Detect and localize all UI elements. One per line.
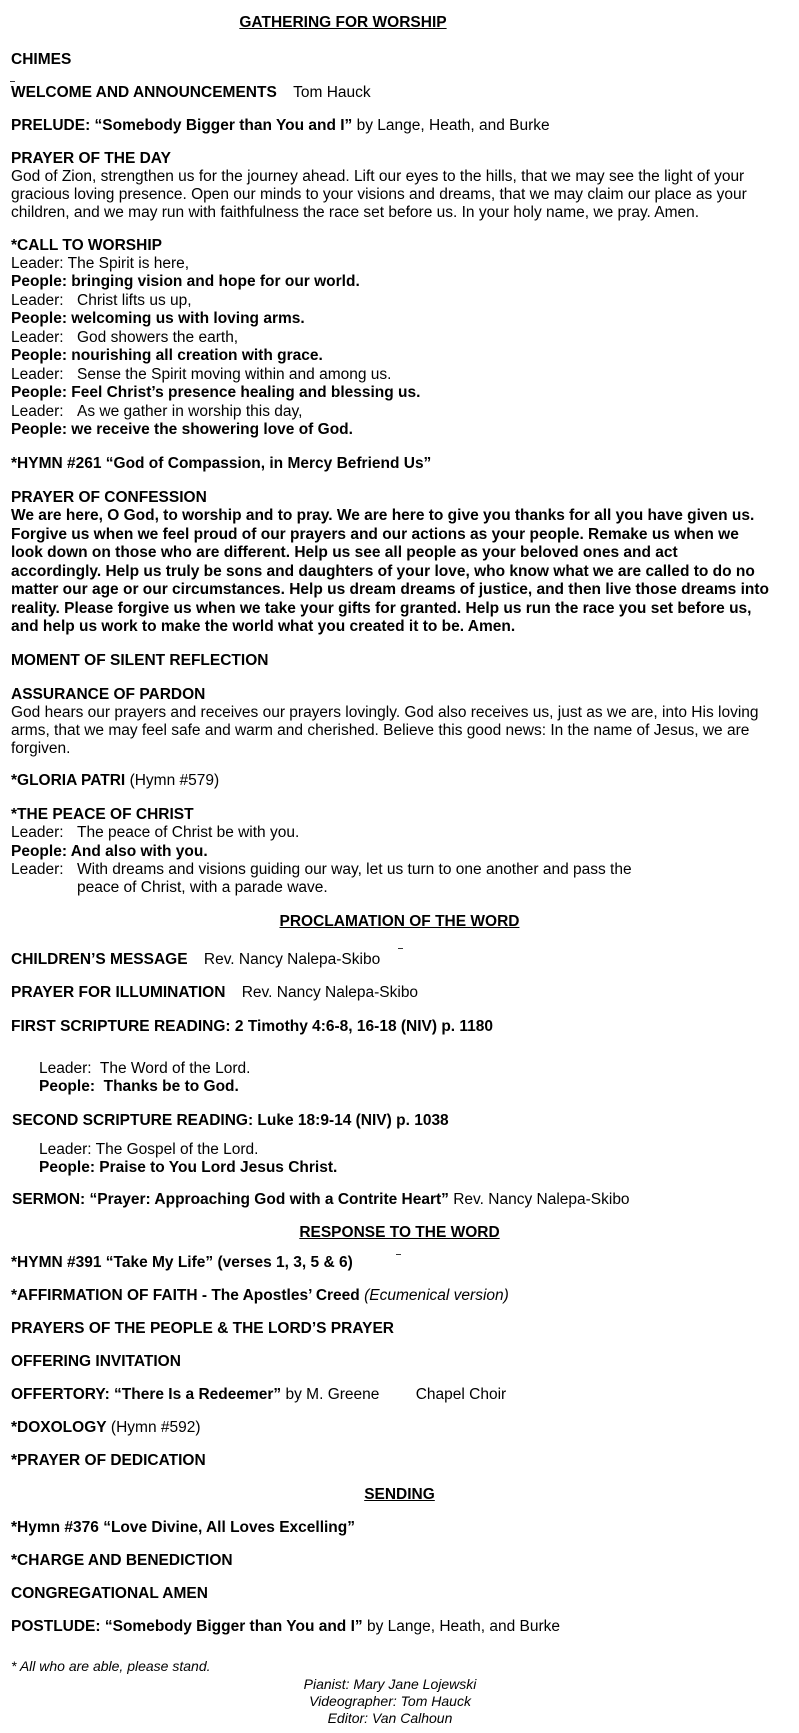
confession-line: look down on those who are different. Help us see all people as your beloved ones and act (11, 544, 678, 561)
charge-and-benediction: *CHARGE AND BENEDICTION (11, 1552, 233, 1569)
illumination-line (11, 984, 418, 1003)
call-line: People: we receive the showering love of God. (11, 421, 353, 438)
welcome-line (11, 84, 371, 103)
doxology-ref: (Hymn #592) (110, 1419, 201, 1436)
stand-note: * All who are able, please stand. (11, 1658, 211, 1674)
hymn-391: *HYMN #391 “Take My Life” (verses 1, 3, 5 & 6) (11, 1254, 353, 1271)
pardon-line: forgiven. (11, 740, 71, 757)
peace-line: peace of Christ, with a parade wave. (77, 879, 328, 896)
peace-line: People: And also with you. (11, 843, 208, 860)
welcome-person: Tom Hauck (293, 84, 371, 101)
confession-label: PRAYER OF CONFESSION (11, 489, 207, 506)
first-reading-response: Leader: The Word of the Lord. (39, 1060, 251, 1077)
section-heading-gathering: GATHERING FOR WORSHIP (239, 14, 447, 31)
offertory-label: OFFERTORY: “There Is a Redeemer” (11, 1386, 282, 1403)
prayer-day-label: PRAYER OF THE DAY (11, 150, 171, 167)
second-reading-response: People: Praise to You Lord Jesus Christ. (39, 1159, 338, 1176)
call-line: People: welcoming us with loving arms. (11, 310, 305, 327)
offertory-performer: Chapel Choir (415, 1386, 507, 1403)
childrens-message-person: Rev. Nancy Nalepa-Skibo (203, 951, 381, 968)
call-line: People: bringing vision and hope for our world. (11, 273, 360, 290)
prelude-label: PRELUDE: “Somebody Bigger than You and I” (11, 117, 353, 134)
confession-line: Forgive us when we feel proud of our prayers and our actions as your people. Remake us when we (11, 526, 739, 543)
childrens-message-line (11, 951, 380, 970)
stray-mark (10, 81, 15, 82)
confession-line: We are here, O God, to worship and to pray. We are here to give you thanks for all you have given us. (11, 507, 755, 524)
confession-line: accordingly. Help us truly be sons and daughters of your love, who know what we are called to do no (11, 563, 755, 580)
gloria-label: *GLORIA PATRI (11, 772, 126, 789)
prayers-of-the-people: PRAYERS OF THE PEOPLE & THE LORD’S PRAYER (11, 1320, 394, 1337)
congregational-amen: CONGREGATIONAL AMEN (11, 1585, 208, 1602)
gloria-ref: (Hymn #579) (129, 772, 220, 789)
call-to-worship-label: *CALL TO WORSHIP (11, 237, 162, 254)
sermon-label: SERMON: “Prayer: Approaching God with a Contrite Heart” (12, 1191, 449, 1208)
call-line: Leader: Sense the Spirit moving within and among us. (11, 366, 392, 383)
gloria-line (11, 772, 219, 791)
pardon-line: arms, that we may feel safe and warm and cherished. Believe this good news: In the name of Jesus, we are (11, 722, 750, 739)
welcome-label: WELCOME AND ANNOUNCEMENTS (11, 84, 277, 101)
confession-line: reality. Please forgive us when we take your gifts for granted. Help us run the race you set before us, (11, 600, 752, 617)
hymn-261: *HYMN #261 “God of Compassion, in Mercy Befriend Us” (11, 455, 432, 472)
hymn-376: *Hymn #376 “Love Divine, All Loves Excelling” (11, 1519, 355, 1536)
prelude-credit: by Lange, Heath, and Burke (356, 117, 550, 134)
silent-reflection: MOMENT OF SILENT REFLECTION (11, 652, 269, 669)
second-reading-response: Leader: The Gospel of the Lord. (39, 1141, 259, 1158)
confession-line: matter our age or our circumstances. Help us dream dreams of justice, and then live those dreams into (11, 581, 769, 598)
offering-invitation: OFFERING INVITATION (11, 1353, 181, 1370)
second-reading: SECOND SCRIPTURE READING: Luke 18:9-14 (NIV) p. 1038 (12, 1112, 449, 1129)
affirmation-line (11, 1287, 509, 1306)
call-line: Leader: Christ lifts us up, (11, 292, 192, 309)
offertory-credit: by M. Greene (285, 1386, 380, 1403)
offertory-line (11, 1386, 506, 1405)
peace-line: Leader: The peace of Christ be with you. (11, 824, 300, 841)
pardon-line: God hears our prayers and receives our prayers lovingly. God also receives us, just as we are, into His loving (11, 704, 759, 721)
credit-videographer: Videographer: Tom Hauck (309, 1693, 471, 1709)
affirmation-label: *AFFIRMATION OF FAITH - The Apostles’ Creed (11, 1287, 360, 1304)
call-line: Leader: God showers the earth, (11, 329, 239, 346)
credit-pianist: Pianist: Mary Jane Lojewski (303, 1676, 477, 1692)
affirmation-version: (Ecumenical version) (364, 1287, 509, 1304)
prayer-day-line: children, and we may run with faithfulness the race set before us. In your holy name, we pray. Amen. (11, 204, 700, 221)
postlude-credit: by Lange, Heath, and Burke (366, 1618, 560, 1635)
credit-editor: Editor: Van Calhoun (327, 1710, 453, 1726)
postlude-line (11, 1618, 560, 1637)
chimes: CHIMES (11, 51, 72, 68)
stray-mark (396, 1254, 401, 1255)
postlude-label: POSTLUDE: “Somebody Bigger than You and I” (11, 1618, 363, 1635)
first-reading: FIRST SCRIPTURE READING: 2 Timothy 4:6-8, 16-18 (NIV) p. 1180 (11, 1018, 494, 1035)
call-line: People: nourishing all creation with grace. (11, 347, 323, 364)
illumination-label: PRAYER FOR ILLUMINATION (11, 984, 226, 1001)
section-heading-response: RESPONSE TO THE WORD (299, 1224, 500, 1241)
doxology-line (11, 1419, 201, 1438)
call-line: Leader: As we gather in worship this day, (11, 403, 303, 420)
call-line: People: Feel Christ’s presence healing and blessing us. (11, 384, 421, 401)
doxology-label: *DOXOLOGY (11, 1419, 107, 1436)
peace-label: *THE PEACE OF CHRIST (11, 806, 194, 823)
prelude-line (11, 117, 550, 136)
prayer-day-line: God of Zion, strengthen us for the journey ahead. Lift our eyes to the hills, that we may see the light of your (11, 168, 745, 185)
stray-mark (398, 948, 403, 949)
confession-line: and help us work to make the world what you created it to be. Amen. (11, 618, 516, 635)
childrens-message-label: CHILDREN’S MESSAGE (11, 951, 188, 968)
first-reading-response: People: Thanks be to God. (39, 1078, 239, 1095)
peace-line: Leader: With dreams and visions guiding our way, let us turn to one another and pass the (11, 861, 632, 878)
call-line: Leader: The Spirit is here, (11, 255, 190, 272)
pardon-label: ASSURANCE OF PARDON (11, 686, 206, 703)
prayer-day-line: gracious loving presence. Open our minds to your visions and dreams, that we may claim our place as your (11, 186, 747, 203)
section-heading-proclamation: PROCLAMATION OF THE WORD (279, 913, 520, 930)
sermon-line (12, 1191, 630, 1210)
prayer-of-dedication: *PRAYER OF DEDICATION (11, 1452, 206, 1469)
illumination-person: Rev. Nancy Nalepa-Skibo (241, 984, 419, 1001)
sermon-person: Rev. Nancy Nalepa-Skibo (453, 1191, 630, 1208)
section-heading-sending: SENDING (364, 1486, 435, 1503)
